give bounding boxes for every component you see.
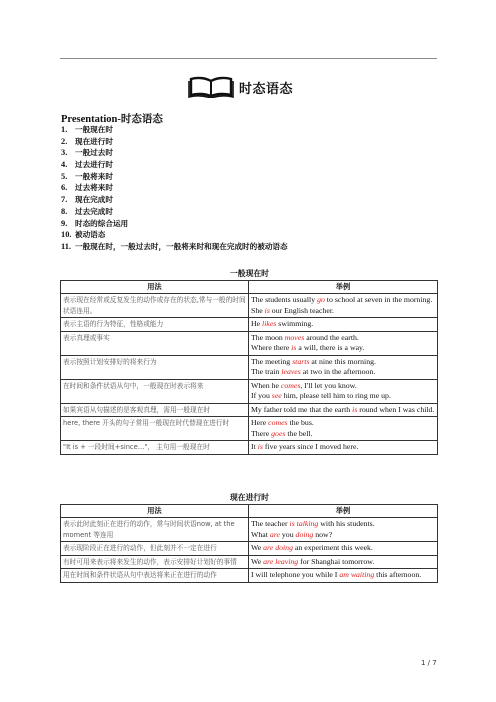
table-row	[61, 518, 438, 542]
example-text: with his students.	[318, 519, 375, 528]
column-header-usage: 用法	[61, 505, 249, 518]
open-book-icon	[188, 76, 234, 98]
example-text: There	[251, 428, 272, 438]
toc-item-label: 时态的综合运用	[75, 218, 129, 228]
highlighted-verb: are	[269, 529, 280, 539]
example-text: to school at seven in the morning.	[324, 295, 433, 304]
example-text: I will telephone you while I	[251, 570, 340, 579]
document-header	[188, 76, 293, 98]
table-row	[61, 542, 438, 556]
table-row	[61, 417, 438, 441]
example-cell	[249, 294, 438, 318]
table-row	[61, 555, 438, 569]
example-text: My father told me that the earth	[251, 404, 353, 414]
example-cell	[249, 518, 438, 542]
toc-item	[61, 124, 288, 136]
toc-item-number: 1.	[61, 125, 68, 134]
usage-cell: 在时间和条件状语从句中，一般现在时表示将来	[61, 379, 249, 403]
present-simple-table	[60, 280, 438, 455]
usage-cell: 表示主语的行为特征，性格或能力	[61, 318, 249, 332]
example-cell	[249, 441, 438, 455]
example-cell	[249, 569, 438, 583]
example-sentence	[251, 557, 435, 568]
toc-item-number: 11.	[61, 241, 72, 251]
table-row	[61, 441, 438, 455]
example-text: swimming.	[276, 319, 314, 328]
example-text: It	[251, 442, 258, 451]
table-row	[61, 379, 438, 403]
toc-item-label: 一般现在时	[75, 125, 113, 134]
example-sentence	[251, 543, 435, 554]
highlighted-verb: is	[352, 404, 358, 414]
usage-cell: 有时可用来表示将来发生的动作，表示安排好计划好的事情	[61, 555, 249, 569]
example-sentence	[251, 343, 435, 354]
example-text: Here	[251, 418, 269, 427]
usage-cell: 用在时间和条件状语从句中表达将来正在进行的动作	[61, 569, 249, 583]
example-text: What	[251, 529, 270, 539]
toc-item-label: 一般将来时	[75, 171, 113, 181]
document-title: 时态语态	[239, 81, 294, 97]
highlighted-verb: is	[257, 442, 263, 451]
toc-item	[61, 182, 288, 194]
highlighted-verb: doing	[295, 529, 314, 539]
example-sentence	[251, 530, 435, 541]
highlighted-verb: is	[291, 343, 297, 352]
toc-item-label: 一般过去时	[75, 148, 113, 158]
toc-item-number: 4.	[61, 160, 68, 170]
example-cell	[249, 542, 438, 556]
toc-item	[61, 136, 288, 148]
example-text: for Shanghai tomorrow.	[298, 556, 375, 566]
section-title-present-simple: 一般现在时	[230, 269, 269, 278]
toc-item-label: 过去进行时	[75, 160, 113, 170]
table-row	[61, 318, 438, 332]
usage-cell: here, there 开头的句子常用一般现在时代替现在进行时	[61, 417, 249, 441]
usage-cell: 表示现阶段正在进行的动作，但此刻并不一定在进行	[61, 542, 249, 556]
example-sentence	[251, 319, 435, 330]
highlighted-verb: are leaving	[263, 556, 299, 566]
example-text: We	[251, 543, 264, 552]
example-text: him, please tell him to ring me up.	[281, 391, 391, 400]
highlighted-verb: likes	[262, 319, 277, 328]
highlighted-verb: starts	[292, 356, 310, 366]
header-rule	[60, 58, 437, 59]
example-sentence	[251, 429, 435, 440]
usage-cell: 如果宾语从句描述的是客观真理，需用一般现在时	[61, 403, 249, 417]
toc-item-number: 9.	[61, 218, 68, 228]
example-sentence	[251, 405, 435, 416]
toc-item-label: 现在完成时	[75, 195, 113, 205]
usage-cell: 表示此时此刻正在进行的动作，常与时间状语now, at the moment 等连用	[61, 518, 249, 542]
example-cell	[249, 403, 438, 417]
example-cell	[249, 417, 438, 441]
toc-item-label: 一般现在时，一般过去时，一般将来时和现在完成时的被动语态	[75, 241, 288, 251]
highlighted-verb: am waiting	[339, 570, 375, 579]
example-sentence	[251, 306, 435, 317]
example-cell	[249, 379, 438, 403]
table-row	[61, 355, 438, 379]
toc-item	[61, 194, 288, 206]
usage-cell: 表示真理或事实	[61, 331, 249, 355]
highlighted-verb: is	[264, 305, 270, 315]
example-text: around the earth.	[304, 332, 359, 342]
highlighted-verb: moves	[284, 332, 305, 342]
example-text: The meeting	[251, 356, 293, 366]
example-text: The teacher	[251, 519, 290, 528]
example-text: When he	[251, 380, 281, 390]
highlighted-verb: go	[317, 295, 325, 304]
example-cell	[249, 555, 438, 569]
example-sentence	[251, 357, 435, 368]
page-number: 1 / 7	[421, 659, 437, 667]
table-of-contents	[61, 124, 288, 253]
example-text: The students usually	[251, 295, 318, 304]
example-sentence	[251, 333, 435, 344]
example-cell	[249, 318, 438, 332]
toc-item	[61, 206, 288, 218]
example-text: The moon	[251, 332, 285, 342]
usage-cell: "It is + 一段时间+since…"， 主句用一般现在时	[61, 441, 249, 455]
example-sentence	[251, 381, 435, 392]
example-text: the bell.	[285, 428, 313, 438]
present-continuous-table	[60, 504, 438, 583]
presentation-title: Presentation-时态语态	[61, 114, 163, 125]
highlighted-verb: are doing	[263, 543, 293, 552]
highlighted-verb: is talking	[289, 519, 319, 528]
example-sentence	[251, 570, 435, 581]
table-row	[61, 331, 438, 355]
example-text: the bus.	[287, 418, 314, 427]
section-title-present-continuous: 现在进行时	[230, 493, 269, 502]
example-sentence	[251, 391, 435, 402]
usage-cell: 表示按照计划安排好的将来行为	[61, 355, 249, 379]
toc-item	[61, 218, 288, 230]
example-text: Where there	[251, 343, 292, 352]
toc-item-label: 过去将来时	[75, 183, 113, 193]
column-header-example: 举例	[249, 281, 438, 294]
example-text: round when I was child.	[357, 404, 435, 414]
toc-item-number: 10.	[61, 230, 72, 240]
example-text: now?	[313, 529, 333, 539]
usage-cell: 表示现在经常或反复发生的动作或存在的状态,常与一般的时间状语连用。	[61, 294, 249, 318]
toc-item-number: 3.	[61, 148, 68, 158]
toc-item	[61, 159, 288, 171]
highlighted-verb: goes	[271, 428, 286, 438]
example-text: , I'll let you know.	[300, 380, 357, 390]
toc-item-number: 7.	[61, 195, 68, 205]
toc-item	[61, 147, 288, 159]
column-header-example: 举例	[249, 505, 438, 518]
toc-item-label: 被动语态	[75, 230, 106, 240]
table-row	[61, 569, 438, 583]
example-text: this afternoon.	[374, 570, 422, 579]
toc-item	[61, 229, 288, 241]
highlighted-verb: comes	[280, 380, 301, 390]
toc-item	[61, 171, 288, 183]
highlighted-verb: comes	[268, 418, 288, 427]
toc-item-number: 5.	[61, 171, 68, 181]
example-cell	[249, 331, 438, 355]
table-row	[61, 403, 438, 417]
example-text: We	[251, 556, 264, 566]
example-text: an experiment this week.	[292, 543, 373, 552]
example-sentence	[251, 367, 435, 378]
toc-item-number: 2.	[61, 136, 68, 146]
toc-item-label: 过去完成时	[75, 206, 113, 216]
example-sentence	[251, 418, 435, 429]
toc-item-label: 现在进行时	[75, 136, 113, 146]
example-sentence	[251, 295, 435, 306]
example-text: at nine this morning.	[309, 356, 376, 366]
highlighted-verb: see	[271, 391, 282, 400]
example-text: If you	[251, 391, 272, 400]
example-sentence	[251, 519, 435, 530]
example-text: He	[251, 319, 263, 328]
example-text: The train	[251, 367, 282, 376]
example-sentence	[251, 442, 435, 453]
example-text: She	[251, 305, 265, 315]
toc-item	[61, 241, 288, 253]
table-row	[61, 294, 438, 318]
example-text: at two in the afternoon.	[300, 367, 376, 376]
example-text: five years since I moved here.	[262, 442, 359, 451]
column-header-usage: 用法	[61, 281, 249, 294]
example-text: our English teacher.	[269, 305, 334, 315]
example-text: a will, there is a way.	[296, 343, 365, 352]
highlighted-verb: leaves	[281, 367, 301, 376]
toc-item-number: 8.	[61, 206, 68, 216]
example-cell	[249, 355, 438, 379]
example-text: you	[279, 529, 296, 539]
toc-item-number: 6.	[61, 183, 68, 193]
